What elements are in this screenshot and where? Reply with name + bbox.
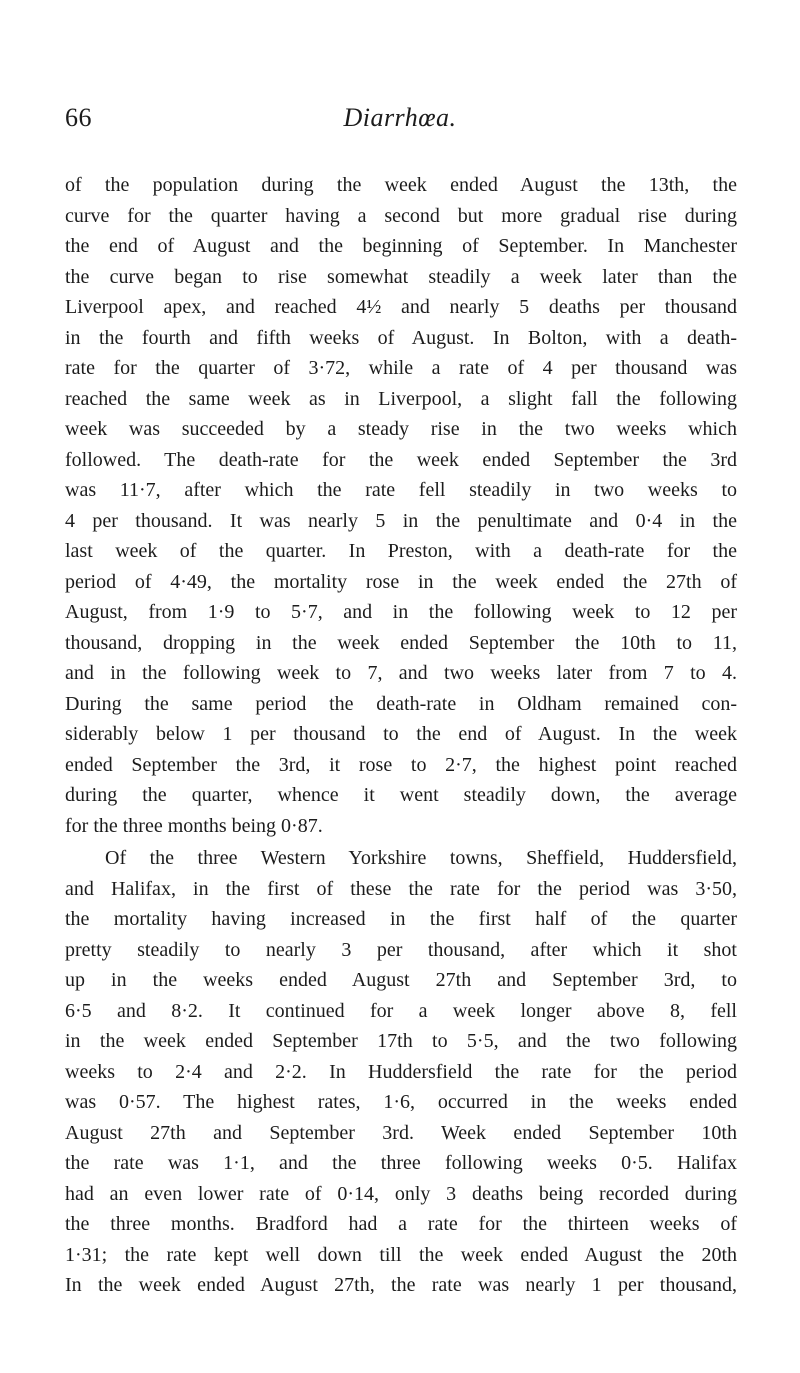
text-line: the rate was 1·1, and the three following weeks 0·5. Halifax	[65, 1152, 737, 1174]
text-line: was 11·7, after which the rate fell steadily in two weeks to	[65, 479, 737, 501]
paragraph-2	[65, 843, 737, 1301]
text-line: last week of the quarter. In Preston, with a death-rate for the	[65, 540, 737, 562]
text-line: the curve began to rise somewhat steadily a week later than the	[65, 265, 737, 288]
text-line: 6·5 and 8·2. It continued for a week longer above 8, fell	[65, 999, 737, 1022]
text-line: curve for the quarter having a second but more gradual rise during	[65, 204, 737, 227]
text-line: of the population during the week ended August the 13th, the	[65, 174, 737, 196]
running-head	[0, 100, 800, 140]
body-text	[65, 170, 737, 1301]
text-line: period of 4·49, the mortality rose in the week ended the 27th of	[65, 570, 737, 593]
text-line: Of the three Western Yorkshire towns, Sheffield, Huddersfield,	[105, 847, 737, 869]
text-line: was 0·57. The highest rates, 1·6, occurred in the weeks ended	[65, 1091, 737, 1113]
paragraph-1	[65, 170, 737, 841]
text-line: during the quarter, whence it went steadily down, the average	[65, 784, 737, 806]
text-line: reached the same week as in Liverpool, a slight fall the following	[65, 387, 737, 410]
text-line: followed. The death-rate for the week ended September the 3rd	[65, 448, 737, 471]
text-line: siderably below 1 per thousand to the end of August. In the week	[65, 723, 737, 745]
text-line: In the week ended August 27th, the rate was nearly 1 per thousand,	[65, 1274, 737, 1296]
text-line: 1·31; the rate kept well down till the week ended August the 20th	[65, 1243, 737, 1266]
text-line: the end of August and the beginning of September. In Manchester	[65, 235, 737, 257]
text-line: in the fourth and fifth weeks of August. In Bolton, with a death-	[65, 326, 737, 349]
text-line: weeks to 2·4 and 2·2. In Huddersfield the rate for the period	[65, 1060, 737, 1083]
text-line: pretty steadily to nearly 3 per thousand, after which it shot	[65, 938, 737, 961]
text-line: ended September the 3rd, it rose to 2·7, the highest point reached	[65, 753, 737, 776]
text-line: the three months. Bradford had a rate for the thirteen weeks of	[65, 1213, 737, 1235]
text-line: and in the following week to 7, and two weeks later from 7 to 4.	[65, 662, 737, 684]
text-line: rate for the quarter of 3·72, while a rate of 4 per thousand was	[65, 357, 737, 379]
text-line: Liverpool apex, and reached 4½ and nearly 5 deaths per thousand	[65, 296, 737, 318]
text-line: 4 per thousand. It was nearly 5 in the penultimate and 0·4 in the	[65, 509, 737, 532]
text-line: the mortality having increased in the first half of the quarter	[65, 908, 737, 930]
text-line: August, from 1·9 to 5·7, and in the following week to 12 per	[65, 601, 737, 623]
text-line: August 27th and September 3rd. Week ended September 10th	[65, 1121, 737, 1144]
text-line: in the week ended September 17th to 5·5, and the two following	[65, 1030, 737, 1052]
text-line: and Halifax, in the first of these the rate for the period was 3·50,	[65, 877, 737, 900]
page-number: 66	[65, 103, 92, 132]
text-line: had an even lower rate of 0·14, only 3 deaths being recorded during	[65, 1182, 737, 1205]
text-line: During the same period the death-rate in Oldham remained con-	[65, 692, 737, 715]
text-line: thousand, dropping in the week ended September the 10th to 11,	[65, 631, 737, 654]
text-line: for the three months being 0·87.	[65, 814, 323, 837]
text-line: up in the weeks ended August 27th and September 3rd, to	[65, 969, 737, 991]
chapter-title: Diarrhœa.	[343, 103, 457, 132]
text-line: week was succeeded by a steady rise in the two weeks which	[65, 418, 737, 440]
